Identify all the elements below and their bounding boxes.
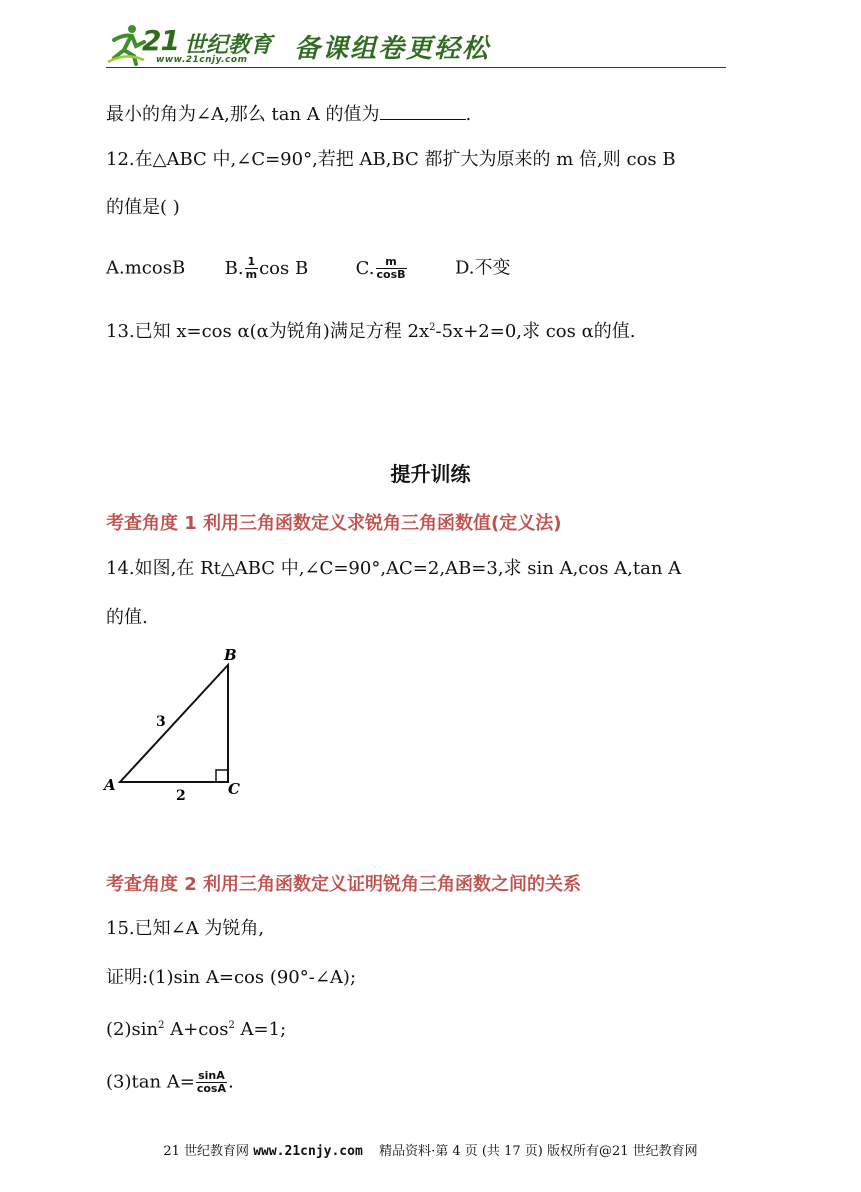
q14-line-2: 的值. [106,607,148,628]
q15-line-3: $(2)\sin^2$ $A+\cos^2$ A=1; [106,1019,287,1040]
q11-continuation: 最小的角为∠A,那么 tan A 的值为 . [106,101,471,127]
logo-url[interactable]: www.21cnjy.com [156,55,248,65]
footer-url[interactable]: www.21cnjy.com [253,1144,363,1159]
right-angle-mark [216,770,228,782]
option-c[interactable]: C. $\frac{m}{\cos B}$ [355,255,406,281]
q12-options [106,256,511,281]
q13-text: 13.已知 x=cos α(α为锐角)满足方程 $2x^2-5x+2=0$,求 cos α的值. [106,321,636,342]
q12-line-2: 的值是( ) [106,197,180,218]
footer-site: 21 世纪教育网 [163,1144,250,1159]
answer-blank[interactable] [380,101,466,120]
side-ab-label: 3 [156,714,166,730]
triangle-shape [120,665,228,782]
q15-line-4: (3)tan A= $\frac{\sin A}{\cos A}$ . [106,1069,234,1095]
header-slogan: 备课组卷更轻松 [294,34,491,64]
header-logo [106,22,726,68]
q15-line-2: 证明:(1)sin A=cos (90°-∠A); [106,967,357,988]
side-ac-label: 2 [176,788,186,804]
section-title: 提升训练 [390,462,471,486]
runner-icon [106,22,146,66]
option-b[interactable]: B. $\frac{1}{m}$ cos B [224,255,309,281]
page-footer [0,1140,861,1159]
vertex-c-label: C [228,780,240,798]
angle-heading-1: 考查角度 1 利用三角函数定义求锐角三角函数值(定义法) [106,513,562,534]
footer-info: 精品资料·第 4 页 (共 17 页) 版权所有@21 世纪教育网 [379,1144,698,1159]
q14-line-1: 14.如图,在 Rt△ABC 中,∠C=90°,AC=2,AB=3,求 sin A,cos A,tan A [106,558,682,579]
vertex-b-label: B [224,646,237,664]
header-divider [106,67,726,68]
angle-heading-2: 考查角度 2 利用三角函数定义证明锐角三角函数之间的关系 [106,874,582,895]
logo-number: 21 [142,24,179,57]
right-triangle-figure [100,640,260,810]
logo-text: 世纪教育 [184,33,273,58]
option-a[interactable]: A.mcosB [106,257,186,279]
q12-line-1: 12.在△ABC 中,∠C=90°,若把 AB,BC 都扩大为原来的 m 倍,则 cos B [106,149,676,170]
option-d[interactable]: D.不变 [454,257,511,279]
q15-line-1: 15.已知∠A 为锐角, [106,918,265,939]
vertex-a-label: A [104,776,116,794]
